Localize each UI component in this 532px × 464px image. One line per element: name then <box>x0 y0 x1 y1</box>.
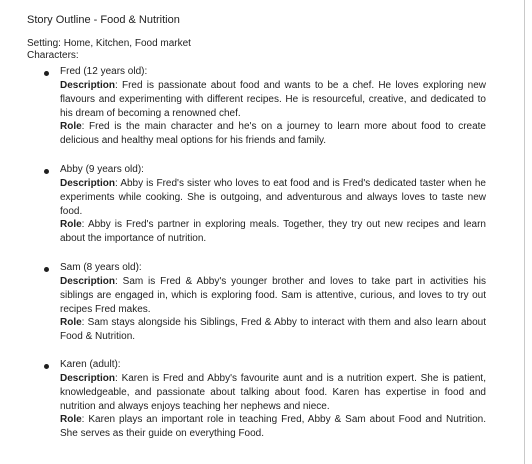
role-text: : Sam stays alongside his Siblings, Fred & Abby to interact with them and also learn about Food & Nutrition. <box>60 317 486 343</box>
character-details <box>60 275 486 344</box>
role-label: Role <box>60 414 82 426</box>
bullet-icon <box>44 169 49 174</box>
character-description <box>60 177 486 218</box>
character-name: Fred (12 years old): <box>60 66 148 77</box>
character-description <box>60 79 486 120</box>
bullet-icon <box>44 267 49 272</box>
role-label: Role <box>60 121 82 133</box>
character-details <box>60 177 486 246</box>
character-role <box>60 413 486 441</box>
description-label: Description <box>60 373 116 384</box>
role-text: : Abby is Fred's partner in exploring meals. Together, they try out new recipes and learn about the importance of nutrition. <box>60 219 486 245</box>
description-label: Description <box>60 80 116 91</box>
setting-line: Setting: Home, Kitchen, Food market <box>27 38 191 49</box>
character-role <box>60 218 486 246</box>
description-text: : Sam is Fred & Abby's younger brother and loves to take part in activities his siblings are engaged in, which is exploring food. Sam is attentive, curious, and loves to try out recipes Fred makes. <box>60 276 486 315</box>
bullet-icon <box>44 364 49 369</box>
description-label: Description <box>60 276 116 287</box>
description-text: : Fred is passionate about food and wants to be a chef. He loves exploring new flavours and experimenting with different recipes. He is resourceful, creative, and dedicated to his dream of becoming a renowned chef. <box>60 80 486 119</box>
character-description <box>60 275 486 316</box>
description-text: : Abby is Fred's sister who loves to eat food and is Fred's dedicated taster when he experiments while cooking. She is outgoing, and adventurous and always loves to taste new food. <box>60 178 486 217</box>
role-text: : Fred is the main character and he's on a journey to learn more about food to create delicious and healthy meal options for his friends and family. <box>60 121 486 147</box>
bullet-icon <box>44 71 49 76</box>
character-role <box>60 120 486 148</box>
role-label: Role <box>60 317 82 329</box>
description-label: Description <box>60 178 116 189</box>
role-label: Role <box>60 219 82 231</box>
characters-heading: Characters: <box>27 50 79 61</box>
role-text: : Karen plays an important role in teaching Fred, Abby & Sam about Food and Nutrition. She serves as their guide on everything Food. <box>60 414 486 440</box>
description-text: : Karen is Fred and Abby's favourite aunt and is a nutrition expert. She is patient, knowledgeable, and passionate about talking about food. Karen has expertise in food and nutrition and always enjoys teaching her nephews and niece. <box>60 373 486 412</box>
document-title: Story Outline - Food & Nutrition <box>27 14 180 26</box>
character-name: Abby (9 years old): <box>60 164 144 175</box>
character-description <box>60 372 486 413</box>
character-details <box>60 372 486 441</box>
character-role <box>60 316 486 344</box>
character-name: Sam (8 years old): <box>60 262 142 273</box>
character-name: Karen (adult): <box>60 359 121 370</box>
character-details <box>60 79 486 148</box>
